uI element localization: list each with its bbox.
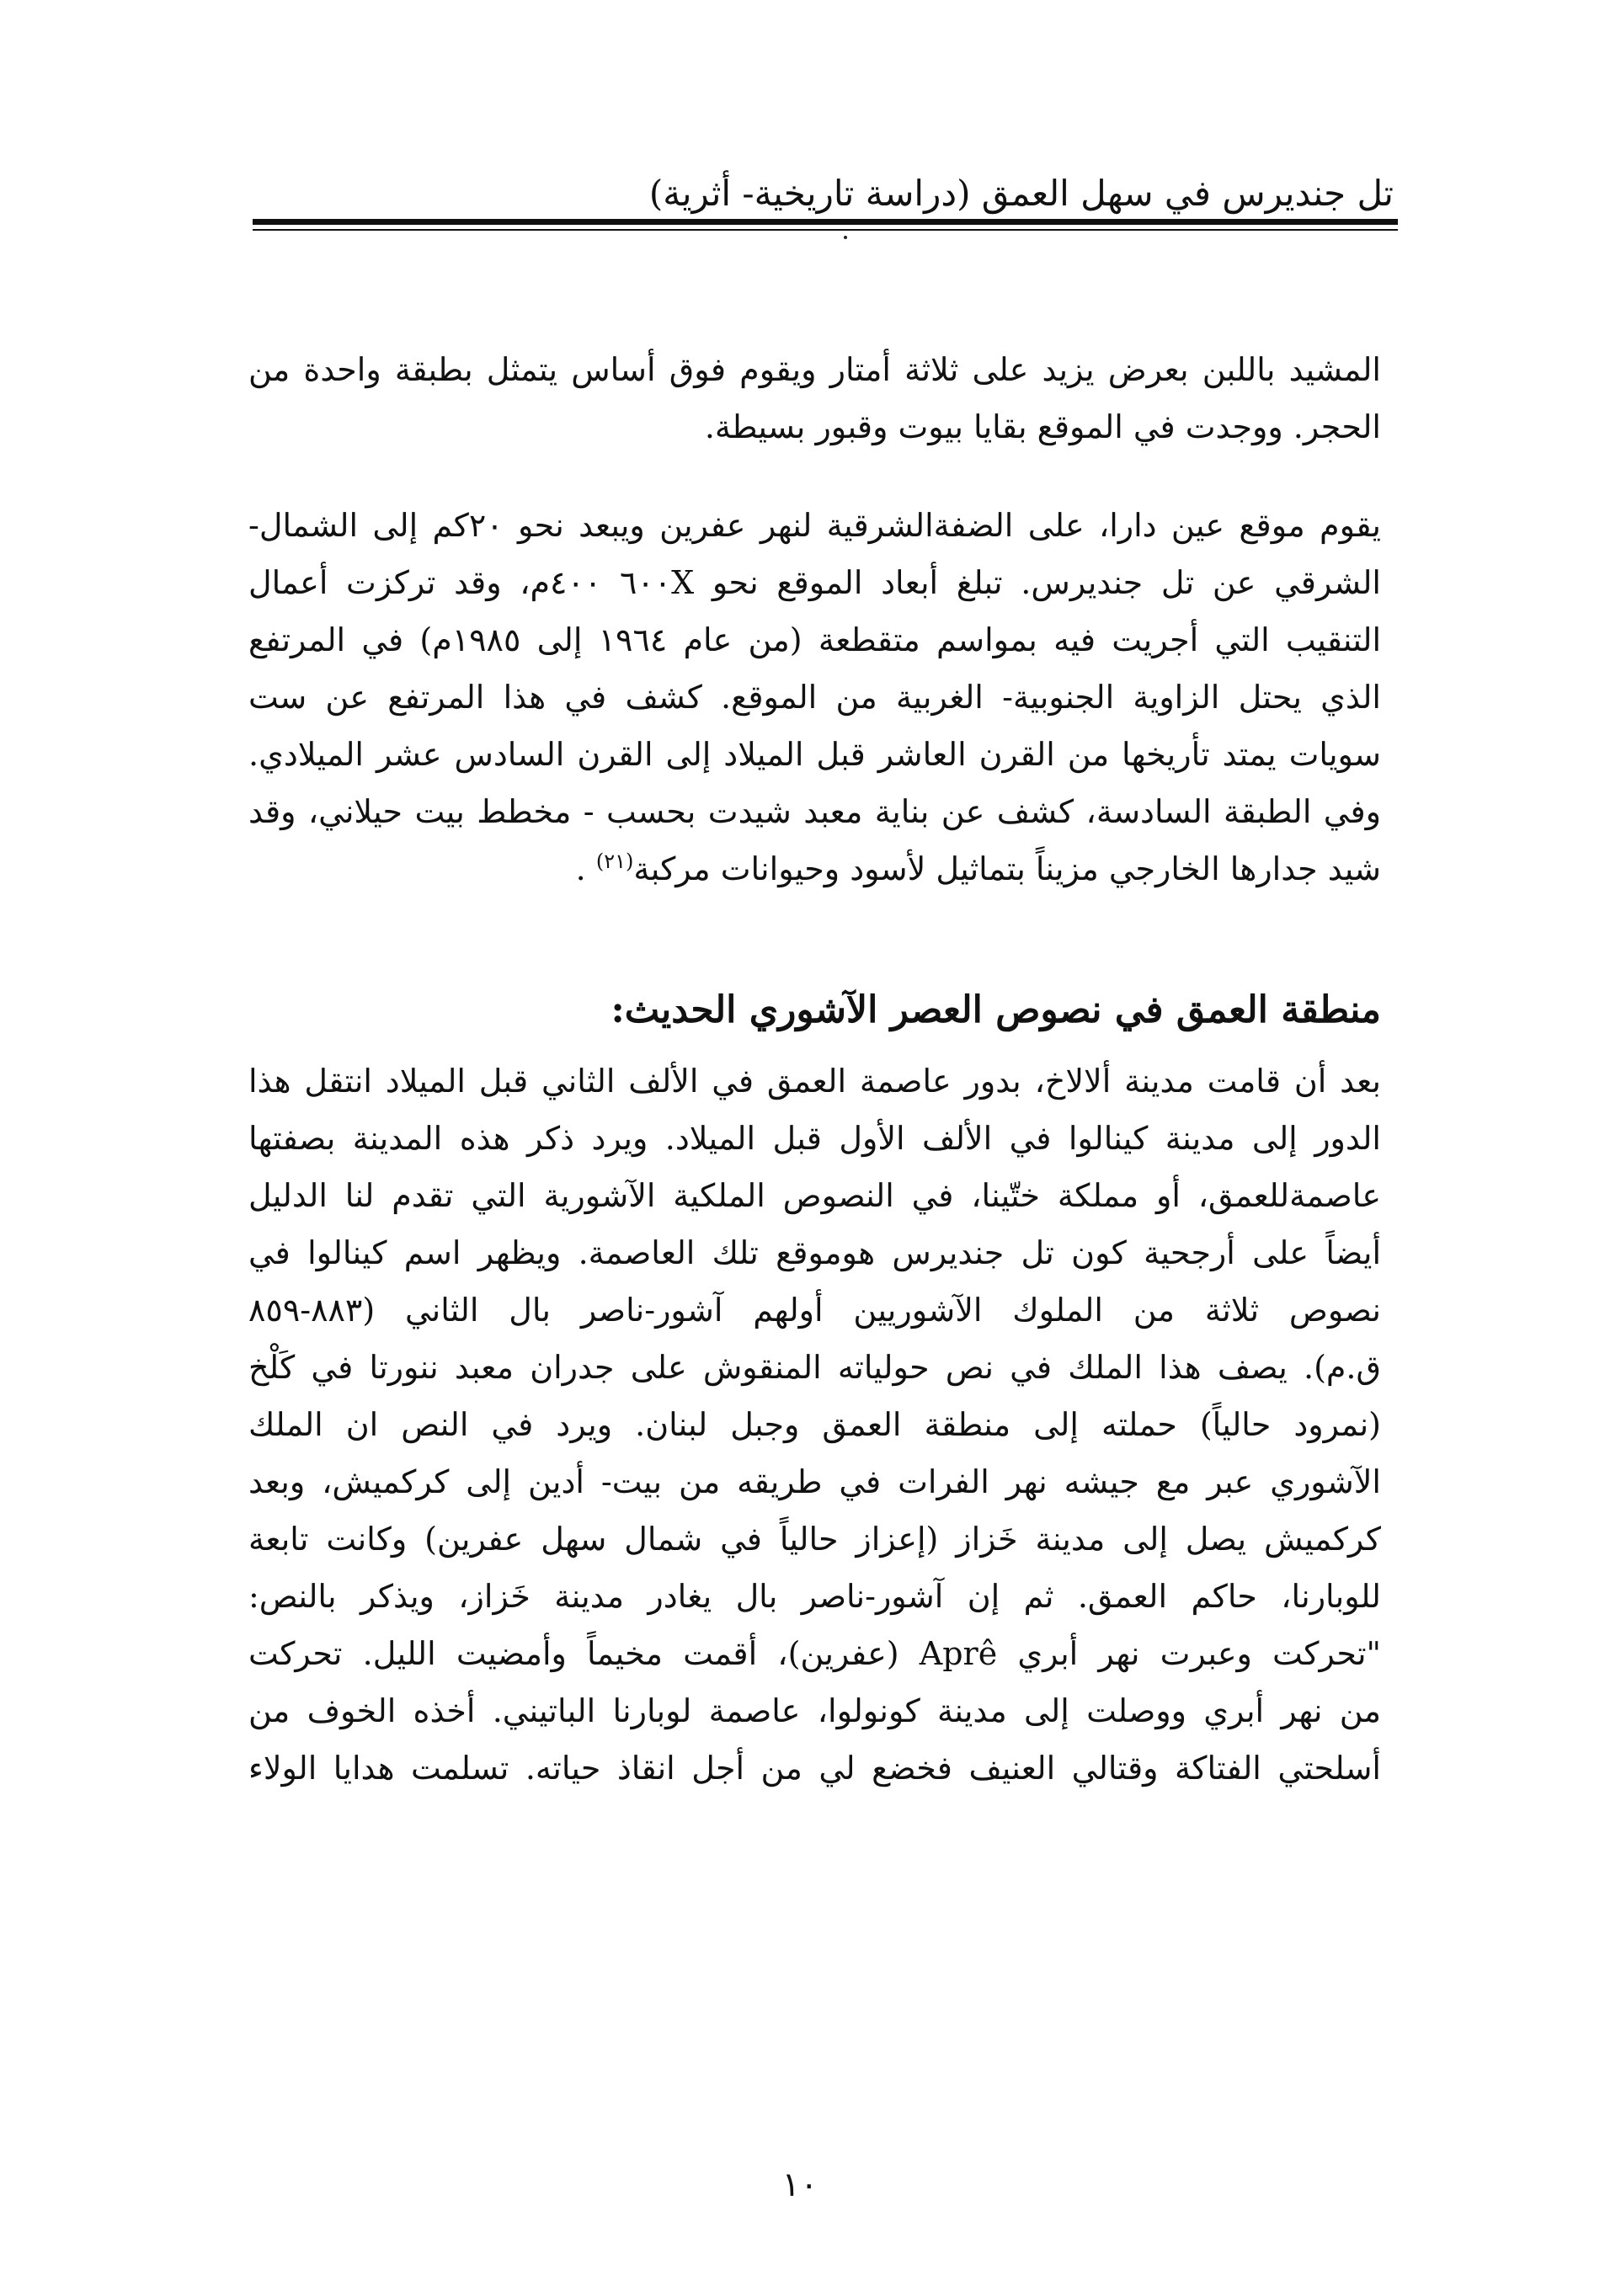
paragraph-1-line: المشيد باللبن بعرض يزيد على ثلاثة أمتار ويقوم فوق أساس يتمثل بطبقة واحدة من <box>248 351 1381 388</box>
footnote-marker: (٢١) <box>595 850 634 873</box>
paragraph-2-line: وفي الطبقة السادسة، كشف عن بناية معبد شيدت بحسب - مخطط بيت حيلاني، وقد <box>248 793 1381 830</box>
paragraph-2-line: يقوم موقع عين دارا، على الضفةالشرقية لنهر عفرين ويبعد نحو ٢٠كم إلى الشمال- <box>248 507 1381 544</box>
paragraph-3-line: نصوص ثلاثة من الملوك الآشوريين أولهم آشور-ناصر بال الثاني (٨٨٣-٨٥٩ <box>248 1292 1381 1329</box>
latin-term-apre: Aprê <box>919 1635 998 1672</box>
paragraph-2-line: سويات يمتد تأريخها من القرن العاشر قبل الميلاد إلى القرن السادس عشر الميلادي. <box>248 736 1381 773</box>
paragraph-3-line: من نهر أبري ووصلت إلى مدينة كونولوا، عاصمة لوبارنا الباتيني. أخذه الخوف من <box>248 1692 1381 1729</box>
paragraph-3-line-with-latin <box>248 1625 1381 1682</box>
header-rule-thick <box>253 219 1398 225</box>
header-rule-thin <box>253 229 1398 231</box>
paragraph-3-line: الدور إلى مدينة كينالوا في الألف الأول قبل الميلاد. ويرد ذكر هذه المدينة بصفتها <box>248 1120 1381 1157</box>
paragraph-3-line: ق.م). يصف هذا الملك في نص حولياته المنقوش على جدران معبد ننورتا في كَلْخ <box>248 1349 1381 1386</box>
paragraph-3-line: أيضاً على أرجحية كون تل جنديرس هوموقع تلك العاصمة. ويظهر اسم كينالوا في <box>248 1234 1381 1271</box>
paragraph-3-line: الآشوري عبر مع جيشه نهر الفرات في طريقه من بيت- أدين إلى كركميش، وبعد <box>248 1463 1381 1500</box>
paragraph-2-end: . <box>575 850 596 887</box>
paragraph-3-line: كركميش يصل إلى مدينة خَزاز (إعزاز حالياً في شمال سهل عفرين) وكانت تابعة <box>248 1521 1381 1558</box>
line-11-before: "تحركت وعبرت نهر أبري <box>997 1635 1381 1672</box>
header-dot <box>844 236 847 239</box>
paragraph-1-line: الحجر. ووجدت في الموقع بقايا بيوت وقبور بسيطة. <box>704 408 1381 445</box>
paragraph-2-line-text: شيد جدارها الخارجي مزيناً بتماثيل لأسود وحيوانات مركبة <box>633 850 1381 887</box>
paragraph-2-last-line <box>248 840 1381 898</box>
paragraph-1 <box>248 341 1381 455</box>
paragraph-3-line: للوبارنا، حاكم العمق. ثم إن آشور-ناصر بال يغادر مدينة خَزاز، ويذكر بالنص: <box>248 1578 1381 1615</box>
paragraph-3 <box>248 1052 1381 1797</box>
paragraph-2-line: التنقيب التي أجريت فيه بمواسم متقطعة (من عام ١٩٦٤ إلى ١٩٨٥م) في المرتفع <box>248 621 1381 658</box>
paragraph-3-line: بعد أن قامت مدينة ألالاخ، بدور عاصمة العمق في الألف الثاني قبل الميلاد انتقل هذا <box>248 1063 1381 1100</box>
paragraph-2-line: الذي يحتل الزاوية الجنوبية- الغربية من الموقع. كشف في هذا المرتفع عن ست <box>248 679 1381 716</box>
paragraph-2 <box>248 497 1381 898</box>
section-heading: منطقة العمق في نصوص العصر الآشوري الحديث: <box>611 988 1381 1031</box>
paragraph-3-line: أسلحتي الفتاكة وقتالي العنيف فخضع لي من أجل انقاذ حياته. تسلمت هدايا الولاء <box>248 1750 1381 1787</box>
paragraph-3-line: (نمرود حالياً) حملته إلى منطقة العمق وجبل لبنان. ويرد في النص ان الملك <box>248 1406 1381 1443</box>
line-11-after: (عفرين)، أقمت مخيماً وأمضيت الليل. تحركت <box>248 1635 920 1672</box>
running-header: تل جنديرس في سهل العمق (دراسة تاريخية- أثرية) <box>648 173 1394 214</box>
page-number: ١٠ <box>781 2165 818 2204</box>
paragraph-2-line: الشرقي عن تل جنديرس. تبلغ أبعاد الموقع نحو ٦٠٠X ٤٠٠م، وقد تركزت أعمال <box>248 564 1381 601</box>
paragraph-3-line: عاصمةللعمق، أو مملكة ختّينا، في النصوص الملكية الآشورية التي تقدم لنا الدليل <box>248 1177 1381 1214</box>
